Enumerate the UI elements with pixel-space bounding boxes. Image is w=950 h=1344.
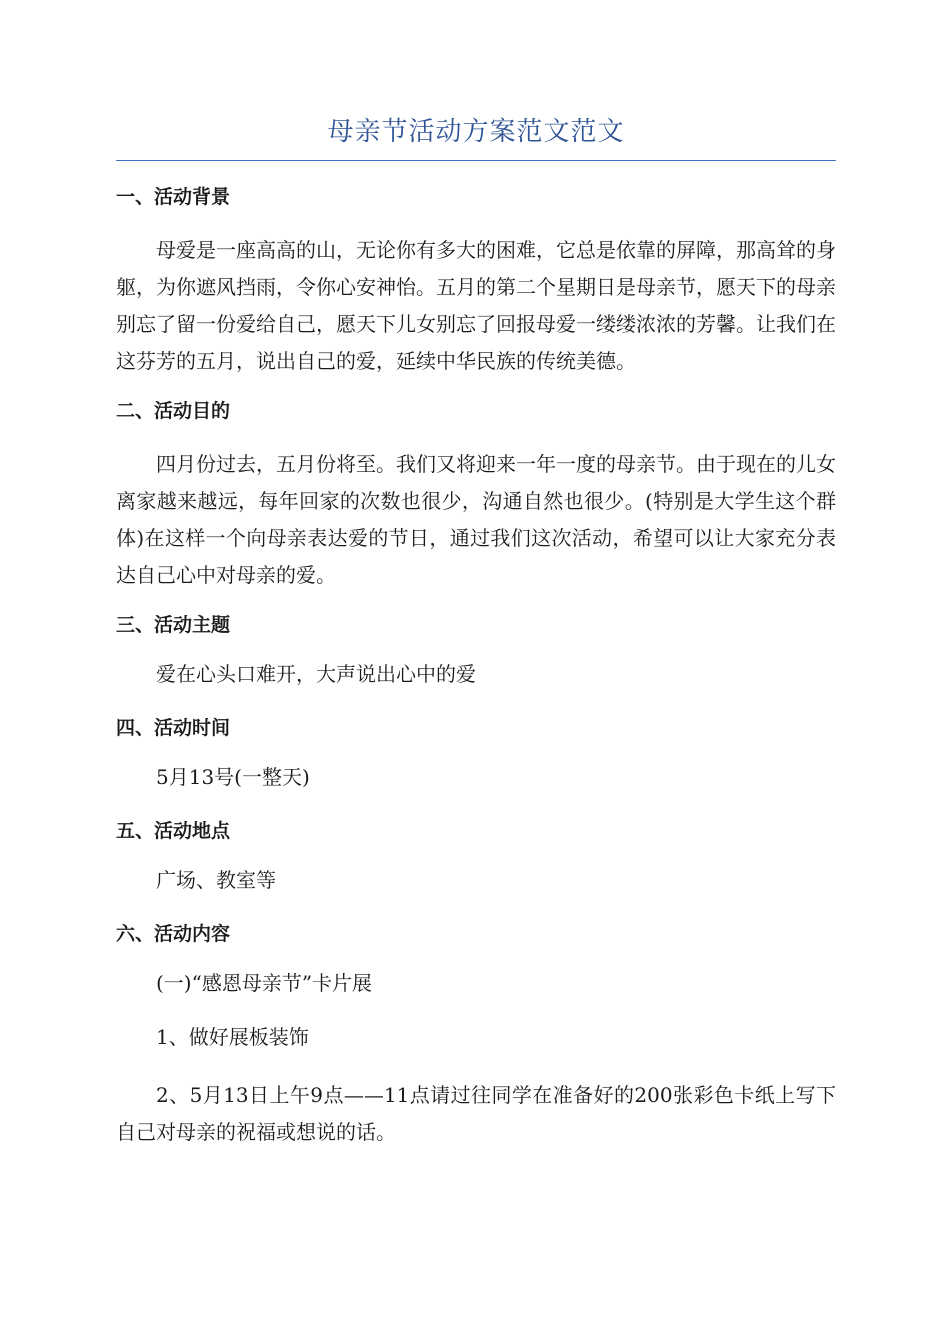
- title-underline: [116, 160, 836, 161]
- section-heading: 五、活动地点: [116, 820, 231, 842]
- section-heading: 一、活动背景: [116, 186, 231, 208]
- body-paragraph: 爱在心头口难开，大声说出心中的爱: [156, 662, 476, 686]
- section-heading: 二、活动目的: [116, 400, 231, 422]
- section-time: [116, 714, 836, 791]
- section-background: [116, 183, 836, 380]
- section-content: [116, 920, 836, 1151]
- body-paragraph: (一)“感恩母亲节”卡片展: [156, 971, 373, 995]
- document-page: [116, 112, 836, 1168]
- section-heading: 四、活动时间: [116, 717, 231, 739]
- section-theme: [116, 611, 836, 688]
- body-paragraph: 5月13号(一整天): [156, 765, 310, 789]
- section-purpose: [116, 397, 836, 594]
- body-paragraph: 2、5月13日上午9点——11点请过往同学在准备好的200张彩色卡纸上写下自己对母亲的祝福或想说的话。: [116, 1083, 836, 1144]
- document-title: 母亲节活动方案范文范文: [327, 117, 625, 147]
- section-heading: 六、活动内容: [116, 923, 231, 945]
- body-paragraph: 四月份过去，五月份将至。我们又将迎来一年一度的母亲节。由于现在的儿女离家越来越远，每年回家的次数也很少，沟通自然也很少。(特别是大学生这个群体)在这样一个向母亲表达爱的节日，通过我们这次活动，希望可以让大家充分表达自己心中对母亲的爱。: [116, 452, 836, 587]
- section-location: [116, 817, 836, 894]
- body-paragraph: 母爱是一座高高的山，无论你有多大的困难，它总是依靠的屏障，那高耸的身躯，为你遮风挡雨，令你心安神怡。五月的第二个星期日是母亲节，愿天下的母亲别忘了留一份爱给自己，愿天下儿女别忘了回报母爱一缕缕浓浓的芳馨。让我们在这芬芳的五月，说出自己的爱，延续中华民族的传统美德。: [116, 238, 836, 373]
- section-heading: 三、活动主题: [116, 614, 231, 636]
- body-paragraph: 1、做好展板装饰: [156, 1025, 309, 1049]
- body-paragraph: 广场、教室等: [156, 868, 276, 892]
